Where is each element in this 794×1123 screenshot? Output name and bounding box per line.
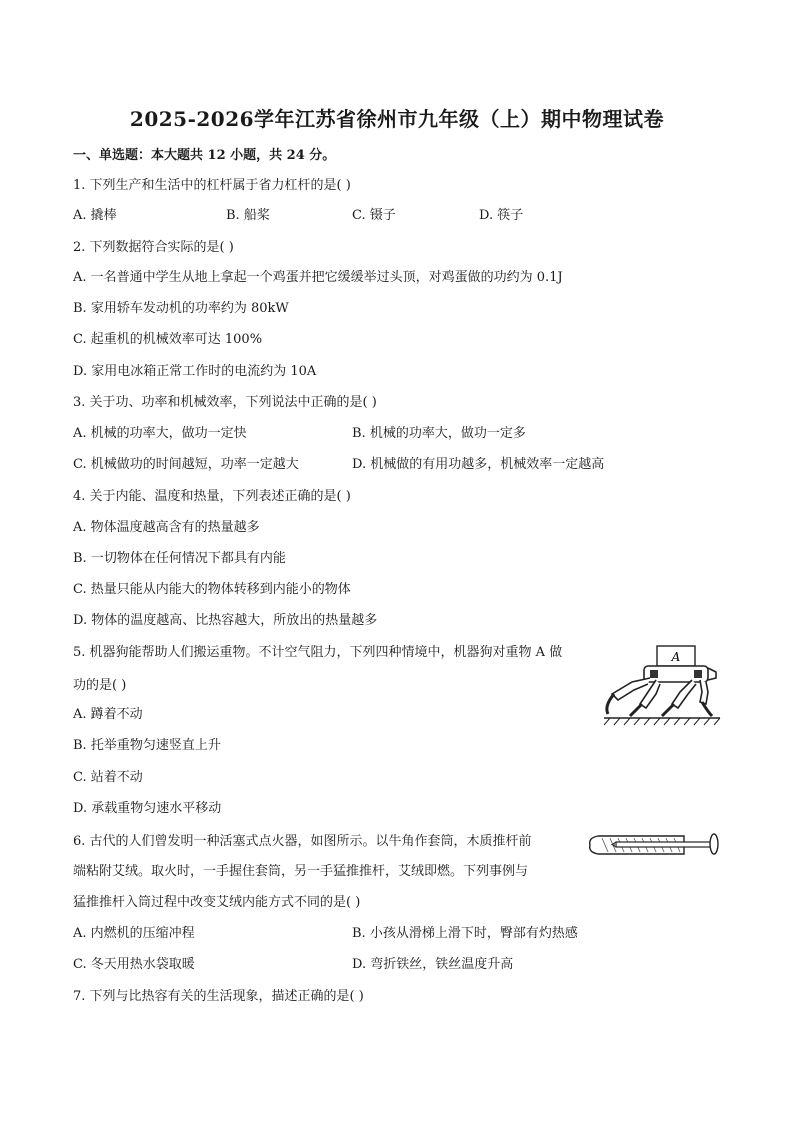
rod-handle: [710, 834, 718, 854]
question-3-option-d[interactable]: D. 机械做的有用功越多，机械效率一定越高: [352, 457, 605, 472]
push-rod: [616, 842, 712, 847]
question-5-stem-line-1: 5. 机器狗能帮助人们搬运重物。不计空气阻力，下列四种情境中，机器狗对重物 A 做: [73, 645, 563, 660]
question-2-stem: 2. 下列数据符合实际的是( ): [73, 240, 234, 255]
question-1-option-d[interactable]: D. 筷子: [479, 208, 524, 223]
robot-joint: [694, 670, 702, 678]
question-5-option-a[interactable]: A. 蹲着不动: [73, 707, 143, 722]
question-6-stem-line-2: 端粘附艾绒。取火时，一手握住套筒，另一手猛推推杆，艾绒即燃。下列事例与: [73, 864, 529, 879]
question-5-option-c[interactable]: C. 站着不动: [73, 770, 143, 785]
question-6-option-d[interactable]: D. 弯折铁丝，铁丝温度升高: [352, 957, 514, 972]
question-2-option-c[interactable]: C. 起重机的机械效率可达 100%: [73, 332, 263, 347]
question-1-option-c[interactable]: C. 镊子: [352, 208, 396, 223]
question-3-option-b[interactable]: B. 机械的功率大，做功一定多: [352, 426, 526, 441]
question-5-option-d[interactable]: D. 承载重物匀速水平移动: [73, 801, 222, 816]
robot-dog-figure: [600, 642, 722, 726]
question-4-option-d[interactable]: D. 物体的温度越高、比热容越大，所放出的热量越多: [73, 613, 378, 628]
question-6-stem-line-3: 猛推推杆入筒过程中改变艾绒内能方式不同的是( ): [73, 895, 361, 910]
question-3-option-c[interactable]: C. 机械做功的时间越短，功率一定越大: [73, 457, 299, 472]
question-2-option-b[interactable]: B. 家用轿车发动机的功率约为 80kW: [73, 301, 289, 316]
question-1-option-b[interactable]: B. 船桨: [226, 208, 270, 223]
question-3-stem: 3. 关于功、功率和机械效率，下列说法中正确的是( ): [73, 395, 377, 410]
robot-joint: [650, 670, 658, 678]
question-1-option-a[interactable]: A. 撬棒: [73, 208, 117, 223]
question-4-option-c[interactable]: C. 热量只能从内能大的物体转移到内能小的物体: [73, 582, 351, 597]
question-5-stem-line-2: 功的是( ): [73, 678, 127, 693]
exam-title: 2025-2026学年江苏省徐州市九年级（上）期中物理试卷: [129, 107, 665, 131]
question-5-option-b[interactable]: B. 托举重物匀速竖直上升: [73, 738, 221, 753]
question-2-option-d[interactable]: D. 家用电冰箱正常工作时的电流约为 10A: [73, 364, 317, 379]
question-6-option-b[interactable]: B. 小孩从滑梯上滑下时，臀部有灼热感: [352, 926, 578, 941]
question-6-option-a[interactable]: A. 内燃机的压缩冲程: [73, 926, 195, 941]
question-4-option-a[interactable]: A. 物体温度越高含有的热量越多: [73, 520, 260, 535]
question-4-stem: 4. 关于内能、温度和热量，下列表述正确的是( ): [73, 489, 351, 504]
question-1-stem: 1. 下列生产和生活中的杠杆属于省力杠杆的是( ): [73, 178, 351, 193]
question-6-option-c[interactable]: C. 冬天用热水袋取暖: [73, 957, 195, 972]
question-4-option-b[interactable]: B. 一切物体在任何情况下都具有内能: [73, 551, 286, 566]
question-2-option-a[interactable]: A. 一名普通中学生从地上拿起一个鸡蛋并把它缓缓举过头顶，对鸡蛋做的功约为 0.1J: [73, 270, 563, 285]
section-heading-single-choice: 一、单选题：本大题共 12 小题，共 24 分。: [73, 148, 336, 163]
question-7-stem: 7. 下列与比热容有关的生活现象，描述正确的是( ): [73, 989, 364, 1004]
fire-piston-figure: [586, 830, 722, 860]
question-6-stem-line-1: 6. 古代的人们曾发明一种活塞式点火器，如图所示。以牛角作套筒，木质推杆前: [73, 834, 532, 849]
weight-box-a-label: A: [671, 650, 681, 664]
question-3-option-a[interactable]: A. 机械的功率大，做功一定快: [73, 426, 247, 441]
